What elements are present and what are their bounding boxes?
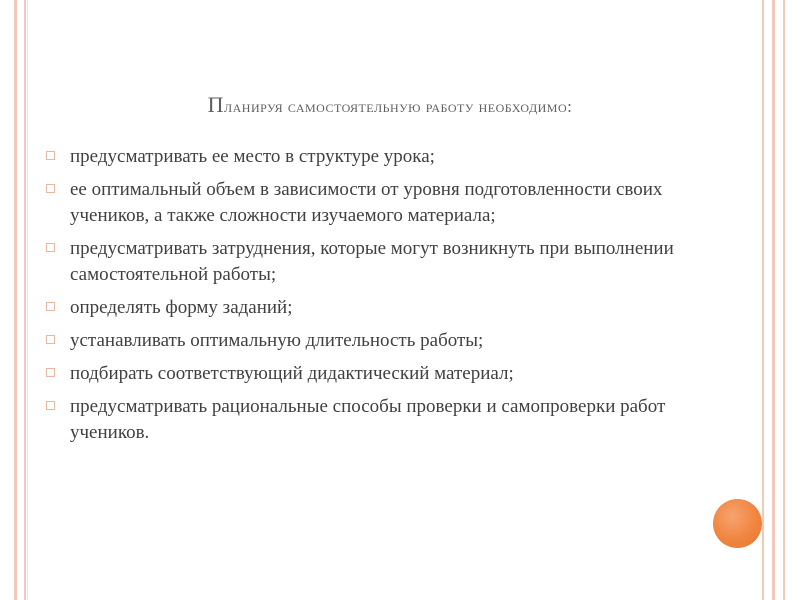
list-item [40,394,720,446]
bullet-square-icon [46,151,55,160]
slide-title [70,92,710,118]
list-item-text: определять форму заданий; [70,297,293,318]
bullet-square-icon [46,243,55,252]
bullet-list [40,144,720,453]
bullet-square-icon [46,401,55,410]
list-item [40,236,720,288]
list-item [40,177,720,229]
left-decor-line [27,0,28,600]
list-item-text: предусматривать рациональные способы проверки и самопроверки работ учеников. [70,396,666,443]
list-item [40,328,720,354]
bullet-square-icon [46,302,55,311]
left-decor-line [24,0,26,600]
slide-title-rest: ланируя самостоятельную работу необходимо: [224,97,573,116]
bullet-square-icon [46,184,55,193]
list-item-text: предусматривать ее место в структуре урока; [70,146,435,167]
right-decor-line [772,0,775,600]
right-decor-line [783,0,785,600]
decorative-circle [713,499,762,548]
bullet-square-icon [46,335,55,344]
list-item-text: ее оптимальный объем в зависимости от уровня подготовленности своих учеников, а также сложности изучаемого материала; [70,179,663,226]
bullet-square-icon [46,368,55,377]
list-item [40,361,720,387]
list-item [40,144,720,170]
list-item-text: устанавливать оптимальную длительность работы; [70,330,484,351]
list-item-text: подбирать соответствующий дидактический материал; [70,363,514,384]
slide-title-initial: П [207,92,224,117]
left-decor-line [14,0,17,600]
right-decor-line [762,0,764,600]
list-item [40,295,720,321]
list-item-text: предусматривать затруднения, которые могут возникнуть при выполнении самостоятельной работы; [70,238,674,285]
